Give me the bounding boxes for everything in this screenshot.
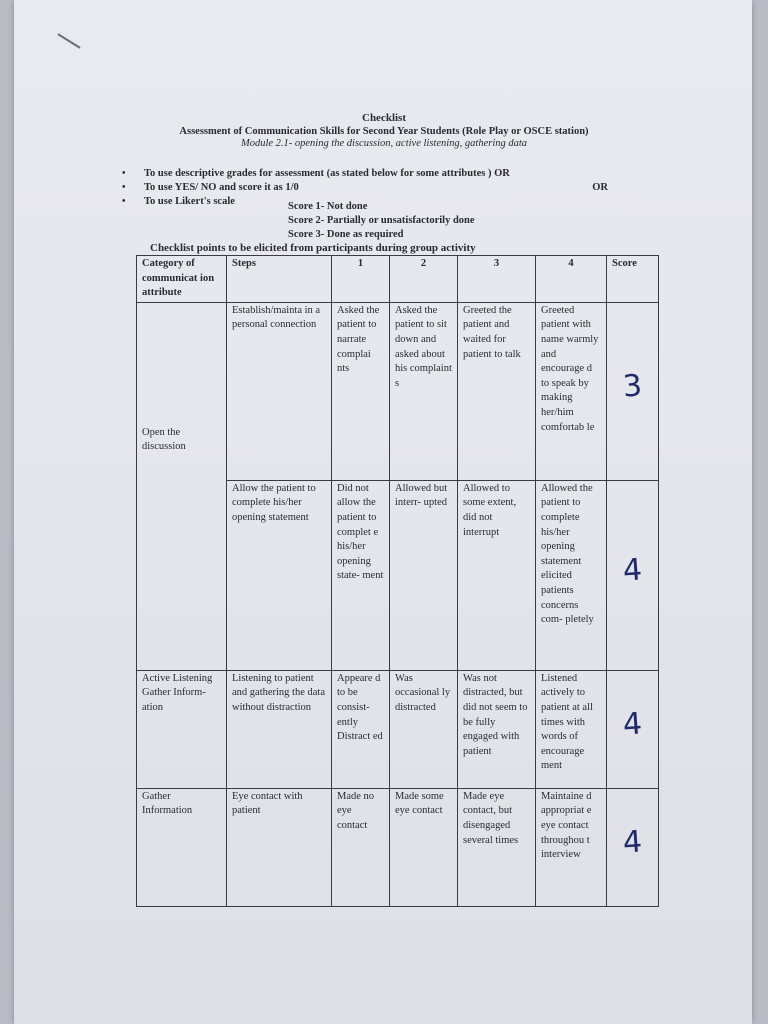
category-cell: Active Listening Gather Inform- ation: [137, 670, 227, 788]
table-row: [137, 670, 659, 788]
handwritten-score: 4: [621, 824, 644, 862]
handwritten-score: 4: [621, 552, 644, 590]
criterion-4: Greeted patient with name warmly and encourage d to speak by making her/him comfortab le: [536, 302, 607, 480]
criterion-4: Allowed the patient to complete his/her opening statement elicited patients concerns com- pletely: [536, 480, 607, 670]
instruction-text: To use YES/ NO and score it as 1/0: [144, 182, 299, 193]
table-row: [137, 788, 659, 906]
category-cell: [137, 302, 227, 670]
step-cell: Allow the patient to complete his/her opening statement: [227, 480, 332, 670]
score-definition: Score 2- Partially or unsatisfactorily done: [288, 215, 475, 226]
bullet-icon: •: [122, 196, 126, 207]
score-cell: [607, 480, 659, 670]
fold-mark: [57, 33, 80, 48]
score-definition: Score 1- Not done: [288, 201, 368, 212]
criterion-1: Did not allow the patient to complet e his/her opening state- ment: [332, 480, 390, 670]
criterion-3: Allowed to some extent, did not interrupt: [458, 480, 536, 670]
instruction-item: [122, 182, 612, 196]
step-cell: Establish/mainta in a personal connection: [227, 302, 332, 480]
criterion-2: Was occasional ly distracted: [390, 670, 458, 788]
bullet-icon: •: [122, 168, 126, 179]
criterion-4: Listened actively to patient at all times with words of encourage ment: [536, 670, 607, 788]
header-category: Category of communicat ion attribute: [137, 256, 227, 303]
checklist-table: [136, 255, 659, 907]
document-subtitle: Assessment of Communication Skills for Second Year Students (Role Play or OSCE station): [179, 126, 589, 137]
category-label: Open the discussion: [142, 426, 186, 453]
instruction-text: To use descriptive grades for assessment (as stated below for some attributes ) OR: [144, 168, 510, 179]
criterion-3: Greeted the patient and waited for patient to talk: [458, 302, 536, 480]
criterion-1: Asked the patient to narrate complai nts: [332, 302, 390, 480]
document-header: [0, 112, 768, 149]
header-3: 3: [458, 256, 536, 303]
criterion-2: Allowed but interr- upted: [390, 480, 458, 670]
bullet-icon: •: [122, 182, 126, 193]
table-row: [137, 302, 659, 480]
handwritten-score: 3: [621, 368, 644, 406]
step-cell: Eye contact with patient: [227, 788, 332, 906]
header-4: 4: [536, 256, 607, 303]
score-cell: [607, 788, 659, 906]
header-2: 2: [390, 256, 458, 303]
document-title: Checklist: [362, 112, 406, 124]
instruction-item: [122, 168, 612, 182]
table-caption: Checklist points to be elicited from participants during group activity: [150, 242, 476, 254]
score-definition: Score 3- Done as required: [288, 229, 404, 240]
category-cell: Gather Information: [137, 788, 227, 906]
criterion-2: Asked the patient to sit down and asked about his complaint s: [390, 302, 458, 480]
criterion-4: Maintaine d appropriat e eye contact throughou t interview: [536, 788, 607, 906]
criterion-3: Made eye contact, but disengaged several times: [458, 788, 536, 906]
criterion-1: Made no eye contact: [332, 788, 390, 906]
criterion-3: Was not distracted, but did not seem to be fully engaged with patient: [458, 670, 536, 788]
score-cell: [607, 670, 659, 788]
likert-scale: [288, 200, 475, 242]
table-header-row: [137, 256, 659, 303]
header-score: Score: [607, 256, 659, 303]
header-steps: Steps: [227, 256, 332, 303]
criterion-2: Made some eye contact: [390, 788, 458, 906]
score-cell: [607, 302, 659, 480]
header-1: 1: [332, 256, 390, 303]
criterion-1: Appeare d to be consist- ently Distract ed: [332, 670, 390, 788]
instruction-text: To use Likert's scale: [144, 196, 235, 207]
module-line: Module 2.1- opening the discussion, active listening, gathering data: [240, 138, 528, 149]
instruction-or: OR: [592, 182, 608, 193]
step-cell: Listening to patient and gathering the data without distraction: [227, 670, 332, 788]
handwritten-score: 4: [621, 706, 644, 744]
